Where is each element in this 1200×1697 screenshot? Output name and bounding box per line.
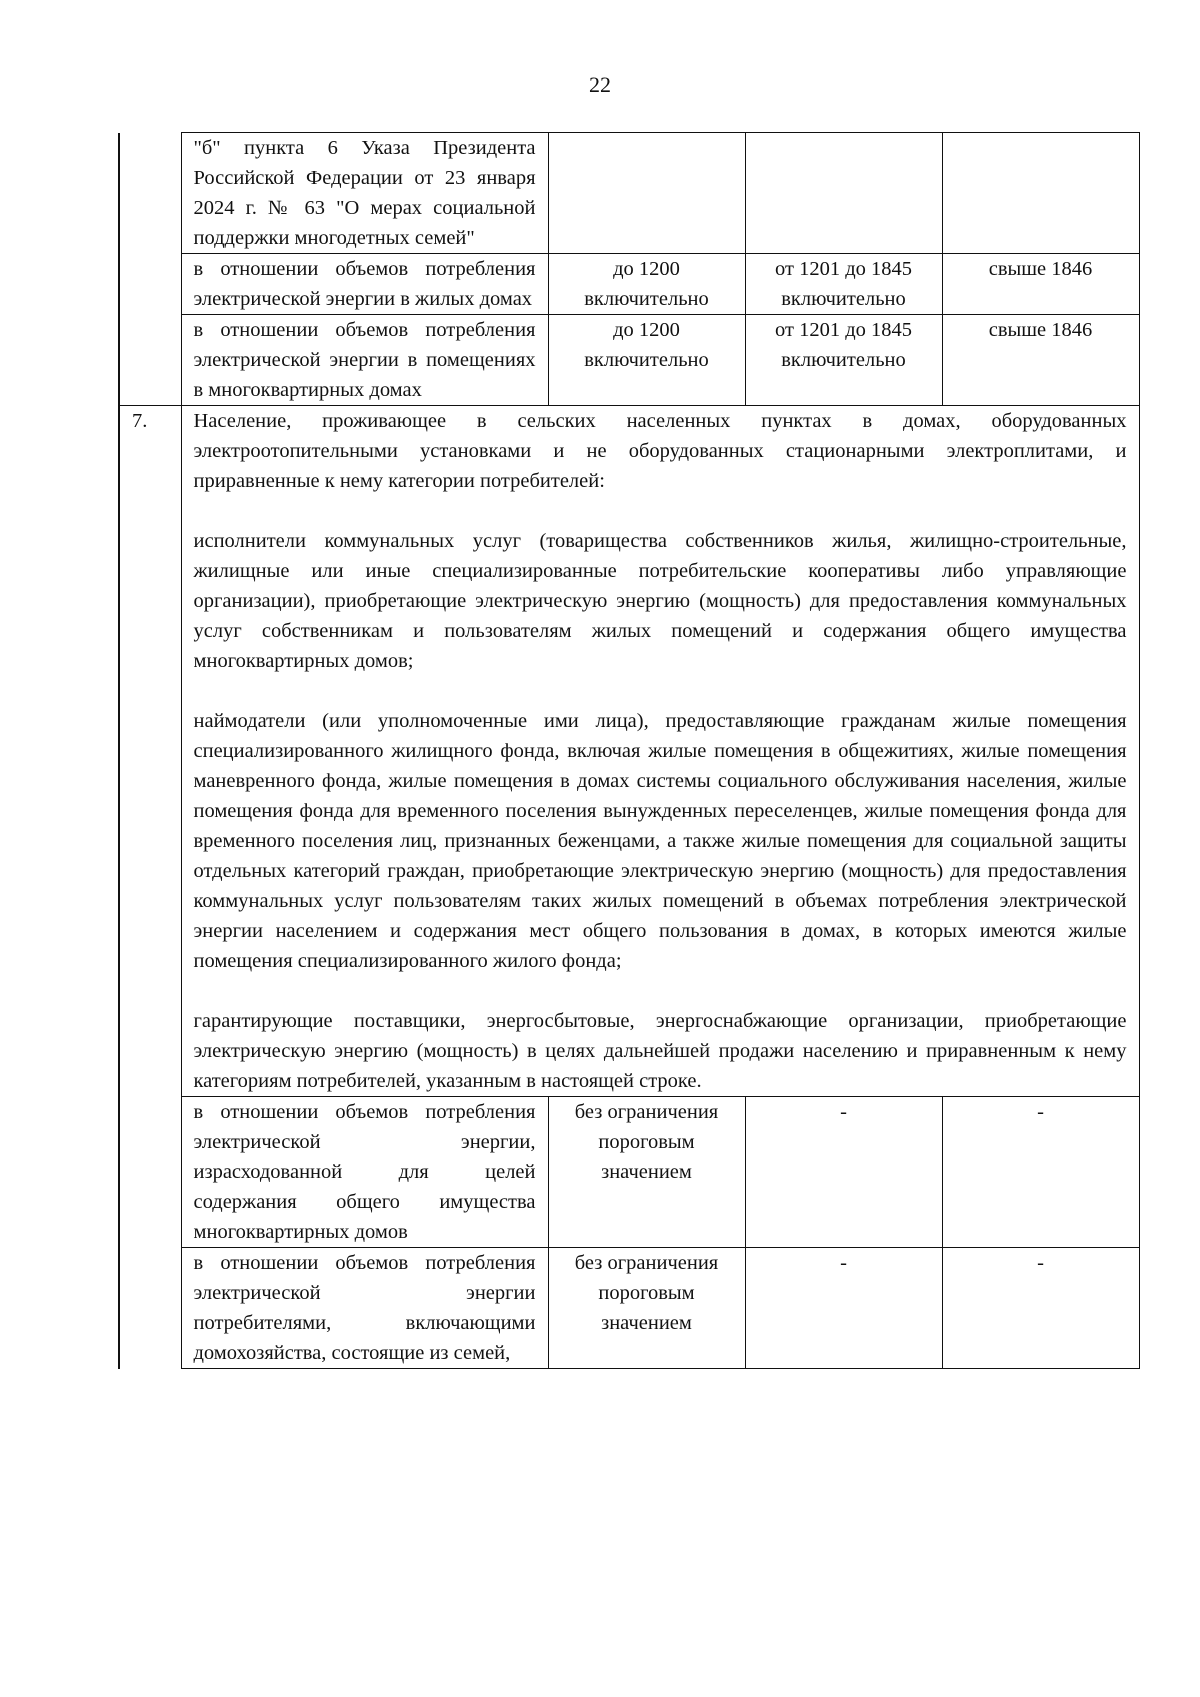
threshold-range-3: - [942,1097,1139,1248]
table-row [119,1097,1139,1248]
tariff-table [118,132,1140,1369]
row-number-cell [119,315,181,406]
table-row [119,1248,1139,1369]
consumption-category-label: в отношении объемов потребления электрической энергии в помещениях в многоквартирных домах [193,319,536,401]
consumption-category-cell [181,1248,548,1369]
threshold-range-1: без ограничения пороговым значением [548,1097,745,1248]
empty-cell [548,133,745,254]
consumption-category-cell [181,254,548,315]
row-number-cell [119,1097,181,1248]
description-paragraph: исполнители коммунальных услуг (товарищества собственников жилья, жилищно-строительные, жилищные или иные специализированные потребительские кооперативы либо управляющие организации), приобретающие электрическую энергию (мощность) для предоставления коммунальных услуг собственникам и пользователям жилых помещений и содержания общего имущества многоквартирных домов; [193,530,1127,672]
row-number-cell [119,254,181,315]
threshold-range-1: без ограничения пороговым значением [548,1248,745,1369]
description-paragraph: Население, проживающее в сельских населенных пунктах в домах, оборудованных электроотопительными установками и не оборудованных стационарными электроплитами, и приравненные к нему категории потребителей: [193,410,1127,492]
decree-reference-text: "б" пункта 6 Указа Президента Российской Федерации от 23 января 2024 г. № 63 "О мерах социальной поддержки многодетных семей" [193,137,536,249]
table-row [119,254,1139,315]
threshold-range-3: свыше 1846 [942,254,1139,315]
threshold-range-2: - [745,1248,942,1369]
consumption-category-cell [181,1097,548,1248]
consumption-category-label: в отношении объемов потребления электрической энергии в жилых домах [193,258,536,310]
row-number-cell [119,1248,181,1369]
threshold-range-1: до 1200 включительно [548,315,745,406]
threshold-range-2: от 1201 до 1845 включительно [745,254,942,315]
consumption-category-cell [181,315,548,406]
category-description-cell [181,406,1139,1097]
consumption-category-label: в отношении объемов потребления электрической энергии, израсходованной для целей содержания общего имущества многоквартирных домов [193,1101,536,1243]
threshold-range-3: - [942,1248,1139,1369]
empty-cell [745,133,942,254]
table-row [119,315,1139,406]
table-row [119,133,1139,254]
threshold-range-1: до 1200 включительно [548,254,745,315]
decree-reference-cell [181,133,548,254]
description-paragraph: наймодатели (или уполномоченные ими лица), предоставляющие гражданам жилые помещения специализированного жилищного фонда, включая жилые помещения в общежитиях, жилые помещения маневренного фонда, жилые помещения в домах системы социального обслуживания населения, жилые помещения фонда для временного поселения вынужденных переселенцев, жилые помещения фонда для временного поселения лиц, признанных беженцами, а также жилые помещения для социальной защиты отдельных категорий граждан, приобретающие электрическую энергию (мощность) для предоставления коммунальных услуг пользователям таких жилых помещений в объемах потребления электрической энергии населением и содержания мест общего пользования в домах, в которых имеются жилые помещения специализированного жилого фонда; [193,710,1127,972]
table-row [119,406,1139,1097]
threshold-range-3: свыше 1846 [942,315,1139,406]
row-number-cell [119,133,181,254]
consumption-category-label: в отношении объемов потребления электрической энергии потребителями, включающими домохозяйства, состоящие из семей, [193,1252,536,1364]
description-paragraph: гарантирующие поставщики, энергосбытовые, энергоснабжающие организации, приобретающие электрическую энергию (мощность) в целях дальнейшей продажи населению и приравненным к нему категориям потребителей, указанным в настоящей строке. [193,1010,1127,1092]
empty-cell [942,133,1139,254]
threshold-range-2: - [745,1097,942,1248]
row-number: 7. [119,406,181,1097]
threshold-range-2: от 1201 до 1845 включительно [745,315,942,406]
page-number: 22 [589,72,611,97]
